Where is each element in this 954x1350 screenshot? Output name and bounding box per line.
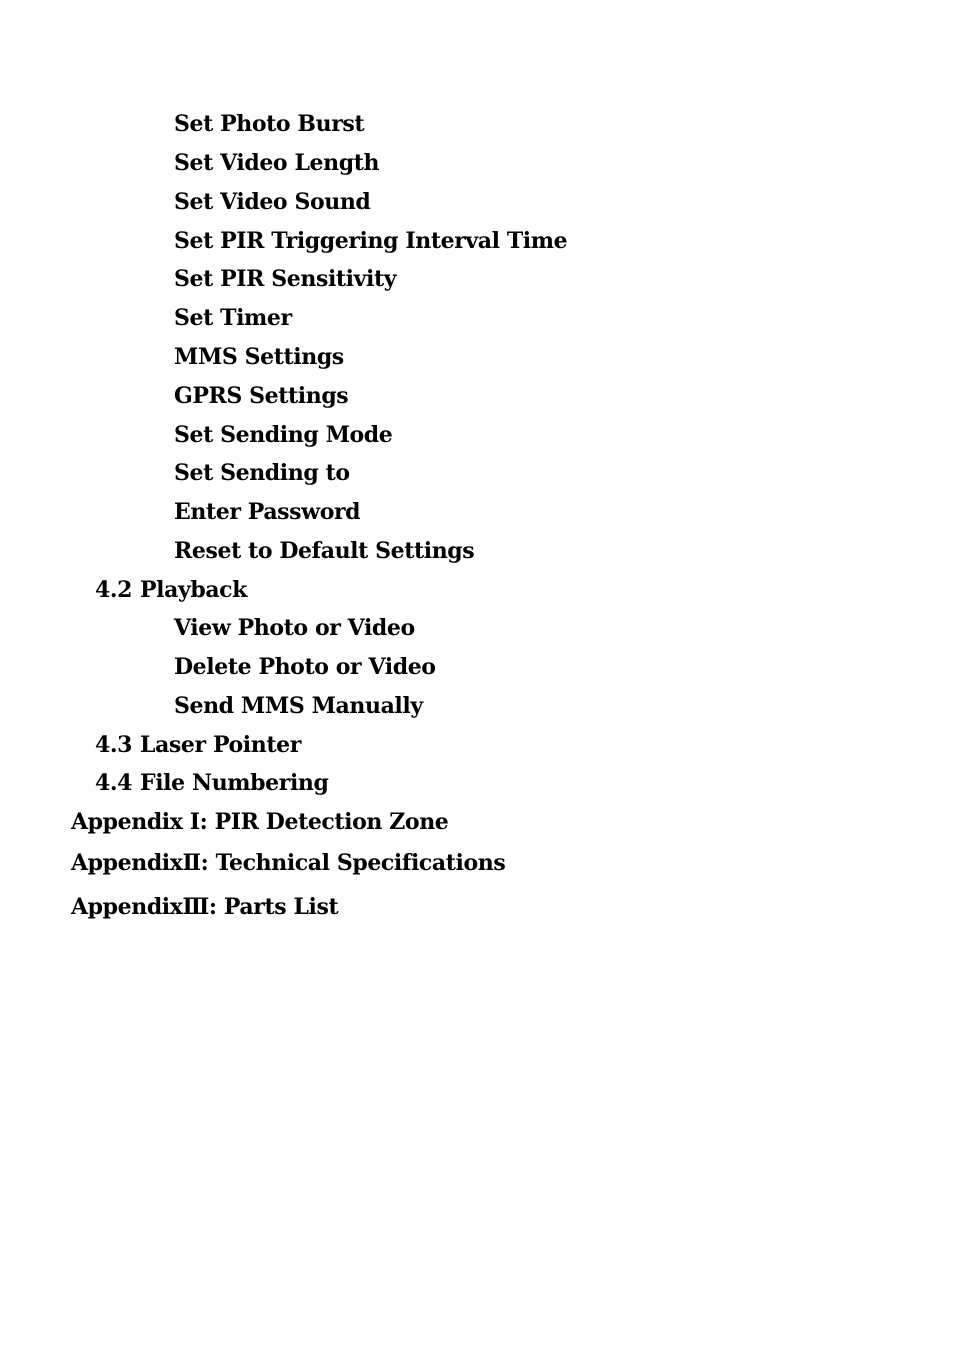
toc-entry-set-timer [174, 304, 292, 332]
toc-entry-enter-password [174, 498, 360, 526]
toc-section-label: Laser Pointer [140, 732, 301, 758]
toc-section-label: File Numbering [140, 770, 329, 796]
toc-entry-label: MMS Settings [174, 344, 344, 370]
toc-entry-label: Enter Password [174, 499, 361, 525]
toc-entry-set-video-length [174, 149, 379, 177]
toc-entry-label: Set Video Length [174, 150, 380, 176]
toc-entry-delete-photo-or-video [174, 653, 436, 681]
toc-section-number: 4.2 [95, 577, 133, 603]
toc-section-number: 4.4 [95, 770, 133, 796]
toc-entry-gprs-settings [174, 382, 348, 410]
toc-entry-label: Set PIR Triggering Interval Time [174, 228, 568, 254]
toc-entry-set-video-sound [174, 188, 370, 216]
toc-entry-label: Set PIR Sensitivity [174, 266, 397, 292]
toc-section-number: 4.3 [95, 732, 133, 758]
toc-entry-label: GPRS Settings [174, 383, 349, 409]
toc-entry-mms-settings [174, 343, 344, 371]
toc-entry-label: Send MMS Manually [174, 693, 423, 719]
toc-appendix-label: Appendix I: PIR Detection Zone [71, 809, 449, 835]
toc-entry-set-sending-mode [174, 421, 392, 449]
toc-entry-set-pir-triggering-interval [174, 227, 567, 255]
toc-entry-label: View Photo or Video [174, 615, 415, 641]
toc-entry-label: Set Video Sound [174, 189, 371, 215]
toc-entry-label: Set Sending to [174, 460, 350, 486]
toc-entry-label: Reset to Default Settings [174, 538, 475, 564]
toc-entry-set-pir-sensitivity [174, 265, 396, 293]
toc-appendix-parts-list [71, 893, 338, 921]
toc-entry-label: Set Sending Mode [174, 422, 393, 448]
toc-section-file-numbering [95, 769, 328, 797]
toc-entry-reset-default-settings [174, 537, 474, 565]
toc-entry-set-photo-burst [174, 110, 364, 138]
toc-section-laser-pointer [95, 731, 301, 759]
toc-appendix-technical-specifications [71, 849, 505, 877]
toc-appendix-label: AppendixⅡ: Technical Specifications [71, 850, 506, 876]
toc-appendix-label: AppendixⅢ: Parts List [71, 894, 339, 920]
toc-entry-label: Delete Photo or Video [174, 654, 436, 680]
toc-section-label: Playback [140, 577, 248, 603]
toc-section-playback [95, 576, 247, 604]
toc-entry-label: Set Timer [174, 305, 292, 331]
toc-appendix-pir-detection-zone [71, 808, 448, 836]
toc-entry-view-photo-or-video [174, 614, 415, 642]
toc-entry-label: Set Photo Burst [174, 111, 365, 137]
toc-entry-send-mms-manually [174, 692, 423, 720]
toc-entry-set-sending-to [174, 459, 350, 487]
